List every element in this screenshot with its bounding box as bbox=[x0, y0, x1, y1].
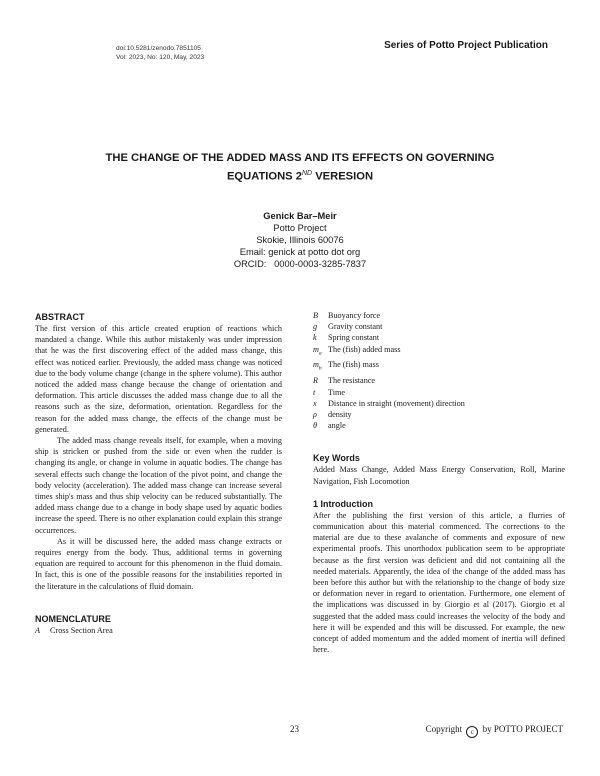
author-city: Skokie, Illinois 60076 bbox=[256, 234, 344, 245]
author-org: Potto Project bbox=[273, 222, 327, 233]
introduction-heading: 1 Introduction bbox=[313, 498, 373, 509]
abstract-paragraph-1: The first version of this article created eruption of reactions which mandated a change. While this author mistakenly was under impression that he was the first discovering effect of the added mass change, this effect was noticed earlier. Previously, the added mass change was noticed due to the body volume change (change in the sphere volume). This author noticed the added mass change because the change of orientation and deformation. This article discusses the added mass change due to all the reasons such as the size, deformation, orientation. Regardless for the reason for the added mass change, the effects of the change must be generated. bbox=[35, 324, 282, 434]
abstract-paragraph-2: The added mass change reveals itself, for example, when a moving ship is stricken or pushed from the side or even when the rudder is changing its angle, or change in volume in aquatic bodies. The change has several effects such change the location of the pivot point, and change the body velocity (acceleration). The added mass change can increase several times ship's mass and thus ship velocity can be reduced substantially. The added mass change due to a change in body shape used by aquatic bodies increase the speed. There is no other explanation could explain this strange occurrences. bbox=[35, 436, 282, 535]
nomenclature-symbol: g bbox=[313, 322, 318, 332]
keywords-heading: Key Words bbox=[313, 453, 360, 464]
author-block bbox=[150, 211, 450, 271]
nomenclature-heading: NOMENCLATURE bbox=[35, 613, 111, 624]
nomenclature-description: Spring constant bbox=[328, 333, 380, 343]
nomenclature-item bbox=[35, 625, 282, 636]
nomenclature-item bbox=[313, 359, 565, 375]
abstract-heading: ABSTRACT bbox=[35, 312, 85, 322]
nomenclature-item bbox=[313, 409, 565, 420]
nomenclature-item bbox=[313, 387, 565, 398]
introduction-text: After the publishing the first version of this article, a flurries of communication about this material commenced. The corrections to the material are due to these avalanche of comments and exposure of new experimental proofs. This unorthodox publication seem to be appropriate because as the first version was deficient and did not containing all the needed materials. Apparently, the idea of the change of the added mass has been before this author but with the relationship to the change of body size or deformation never in regard to orientation. Furthermore, one element of the implications was discussed in by Giorgio et al (2017). Giorgio et al suggested that the added mass could increases the velocity of the body and here it will be expended and this will be discussed. For example, the new concept of added momentum and the added moment of inertia will defined here. bbox=[313, 510, 565, 655]
nomenclature-item bbox=[313, 310, 565, 321]
nomenclature-description: density bbox=[328, 409, 352, 419]
title-superscript: ND bbox=[301, 170, 313, 177]
keywords-text: Added Mass Change, Added Mass Energy Conservation, Roll, Marine Navigation, Fish Locomotion bbox=[313, 465, 565, 486]
nomenclature-symbol: $m_b$ bbox=[313, 360, 322, 373]
title-line-2: EQUATIONS 2ND VERESION bbox=[226, 170, 374, 183]
nomenclature-symbol: A bbox=[35, 625, 41, 635]
series-title: Series of Potto Project Publication bbox=[384, 40, 548, 51]
author-email: Email: genick at potto dot org bbox=[239, 246, 361, 257]
nomenclature-description: The resistance bbox=[328, 376, 376, 386]
title-line-1: THE CHANGE OF THE ADDED MASS AND ITS EFFECTS ON GOVERNING bbox=[105, 152, 495, 164]
nomenclature-item bbox=[313, 321, 565, 332]
nomenclature-description: angle bbox=[328, 421, 346, 431]
doi-text: doi:10.5281/zenodo.7851105 bbox=[116, 45, 201, 52]
nomenclature-item bbox=[313, 420, 565, 431]
nomenclature-symbol: k bbox=[313, 333, 317, 343]
nomenclature-description: The (fish) mass bbox=[328, 360, 379, 370]
nomenclature-item bbox=[313, 375, 565, 386]
copyright-notice: Copyright c by POTTO PROJECT bbox=[425, 724, 563, 736]
nomenclature-symbol: B bbox=[313, 311, 319, 320]
nomenclature-description: Time bbox=[328, 387, 345, 397]
right-column bbox=[313, 310, 565, 655]
nomenclature-item bbox=[313, 332, 565, 343]
page-number: 23 bbox=[290, 724, 299, 734]
header-identifiers bbox=[116, 44, 204, 62]
nomenclature-symbol: x bbox=[313, 398, 317, 408]
nomenclature-list-right bbox=[313, 310, 565, 431]
volume-text: Vol: 2023, No: 120, May, 2023 bbox=[116, 54, 205, 61]
left-column bbox=[35, 312, 282, 636]
nomenclature-description: Distance in straight (movement) direction bbox=[328, 398, 465, 408]
nomenclature-symbol: $m_a$ bbox=[313, 344, 322, 357]
paper-title bbox=[60, 151, 540, 185]
author-name: Genick Bar–Meir bbox=[263, 211, 337, 221]
nomenclature-item bbox=[313, 398, 565, 409]
author-orcid: ORCID: 0000-0003-3285-7837 bbox=[233, 258, 367, 269]
nomenclature-symbol: t bbox=[313, 387, 316, 397]
nomenclature-description: Cross Section Area bbox=[50, 625, 113, 635]
nomenclature-list-left bbox=[35, 625, 282, 636]
nomenclature-symbol: R bbox=[313, 376, 319, 386]
nomenclature-description: Gravity constant bbox=[328, 322, 383, 332]
nomenclature-symbol: ρ bbox=[313, 409, 317, 419]
copyright-symbol: c bbox=[466, 726, 478, 738]
nomenclature-description: The (fish) added mass bbox=[328, 344, 401, 354]
nomenclature-description: Buoyancy force bbox=[328, 311, 381, 320]
nomenclature-symbol: θ bbox=[313, 421, 318, 431]
nomenclature-item bbox=[313, 344, 565, 360]
abstract-paragraph-3: As it will be discussed here, the added mass change extracts or requires energy from the body. Thus, additional terms in governing equation are required to account for this phenomenon in the fluid domain. In fact, this is one of the possible reasons for the instabilities reported in the literature in the calculations of fluid domain. bbox=[35, 536, 282, 591]
